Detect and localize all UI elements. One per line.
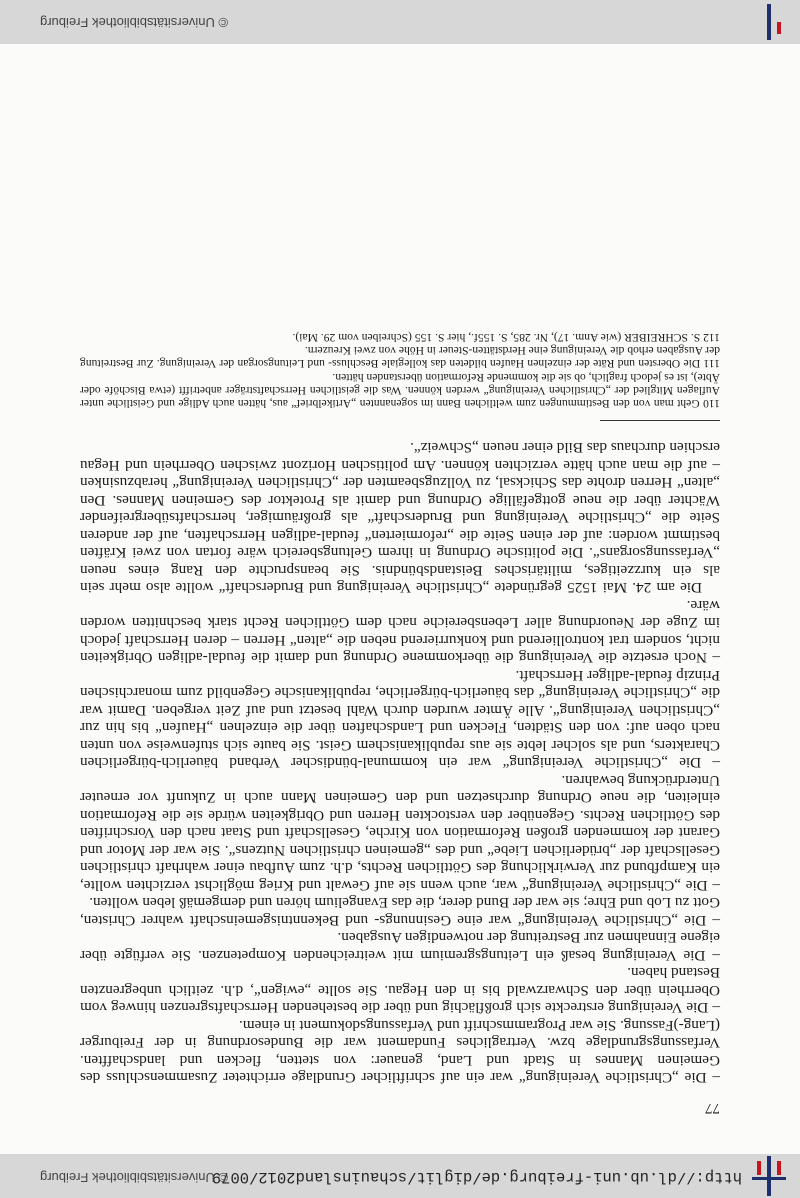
paragraph: – Die „Christliche Vereinigung“ war ein auf schriftlicher Grundlage errichteter Zusammenschluss des Gemeinen Mannes in Stadt und Land, genauer: von stetten, flecken und landschafften. Verfassungsgrundlage bzw. Vertragliches Fundament war die Bundesordnung in der Freiburger (Lang-)Fassung. Sie war Programmschrift und Verfassungsdokument in einem. [80,1017,720,1087]
footnote-divider [600,420,720,421]
source-url[interactable]: http://dl.ub.uni-freiburg.de/diglit/schauinsland2012/0079 [211,1168,742,1186]
paragraph: Die am 24. Mai 1525 gegründete „Christliche Vereinigung und Bruderschaft“ wollte also mehr sein als ein kurzzeitiges, militärisches Beistandsbündnis. Sie beanspruchte den Rang eines neuen „Verfassungsorgans“. Die politische Ordnung in ihrem Geltungsbereich wäre fortan von zwei Kräften bestimmt worden: auf der einen Seite die „reformierten“ feudal-adligen Herrschaften, auf der anderen Seite die „Christliche Vereinigung und Bruderschaft“ als großräumiger, herrschaftsübergreifender Wächter über die neue gottgefällige Ordnung und damit als Protektor des Gemeinen Mannes. Den „alten“ Herren drohte das Schicksal, zu Vollzugsbeamten der „Christlichen Vereinigung“ herabzusinken – auf die man auch hätte verzichten können. Am politischen Horizont zwischen Oberrhein und Hegau erschien durchaus das Bild einer neuen „Schweiz“. [80,439,720,597]
paragraph: – Noch ersetzte die Vereinigung die überkommene Ordnung und damit die feudal-adligen Obrigkeiten nicht, sondern trat kontrollierend und konkurrierend neben die „alten“ Herren – deren Herrschaft jedoch im Zuge der Neuordnung aller Lebensbereiche nach dem Göttlichen Recht stark beschnitten worden wäre. [80,597,720,667]
page-content [80,331,720,1116]
viewer-footer-bar [0,1154,800,1198]
paragraph: – Die Vereinigung erstreckte sich großflächig und über die bestehenden Herrschaftsgrenzen hinweg vom Oberrhein über den Schwarzwald bis in den Hegau. Sie sollte „ewigen“, d.h. zeitlich unbegrenzten Bestand haben. [80,964,720,1017]
page-number: 77 [705,1100,720,1116]
footnote: 111 Die Obersten und Räte der einzelnen Haufen bildeten das kollegiale Beschluss- und Leitungsorgan der Vereinigung. Zur Bestreitung der Ausgaben erhob die Vereinigung eine Herdstätten-Steuer in Höhe von zwei Kreuzern. [80,344,720,371]
footnote: 112 S. SCHREIBER (wie Anm. 17), Nr. 285, S. 155f., hier S. 155 (Schreiben vom 29. Mai). [292,330,720,344]
copyright-notice: © Universitätsbibliothek Freiburg [40,1170,229,1185]
paragraph: – Die „Christliche Vereinigung“ war ein kommunal-bündischer Verband bäuerlich-bürgerlichen Charakters, und als solcher lebte sie aus republikanischem Geist. Sie baute sich stufenweise von unten nach oben auf: von den Städten, Flecken und Landschaften über die einzelnen „Haufen“ bis hin zur „Christlichen Vereinigung“. Alle Ämter wurden durch Wahl besetzt und auf Zeit vergeben. Damit war die „Christliche Vereinigung“ das bäuerlich-bürgerliche, republikanische Gegenbild zum monarchischen Prinzip feudal-adliger Herrschaft. [80,667,720,772]
university-logo [752,1156,786,1196]
viewer-header-bar [0,0,800,44]
university-logo-small [752,4,786,40]
copyright-notice-top: © Universitätsbibliothek Freiburg [40,15,229,30]
paragraph: – Die Vereinigung besaß ein Leitungsgremium mit weitreichenden Kompetenzen. Sie verfügte über eigene Einnahmen zur Bestreitung der notwendigen Ausgaben. [80,929,720,964]
footnote: 110 Geht man von den Bestimmungen zum weltlichen Bann im sogenannten „Artikelbrief“ aus, hätten auch Adlige und Geistliche unter Auflagen Mitglied der „Christlichen Vereinigung“ werden können. Was die geistlichen Herrschaftsträger anbetrifft (etwa Bischöfe oder Äbte), ist es jedoch fraglich, ob sie die kommende Reformation überstanden hätten. [80,370,720,410]
paragraph: – Die „Christliche Vereinigung“ war, auch wenn sie auf Gewalt und Krieg möglichst verzichten wollte, ein Kampfbund zur Verwirklichung des Göttlichen Rechts, d.h. zum Aufbau einer wahrhaft christlichen Gesellschaft der „brüderlichen Liebe“ und des „gemeinen christlichen Nutzens“. Sie war der Motor und Garant der kommenden großen Reformation von Kirche, Gesellschaft und Staat nach den Vorschriften des Göttlichen Rechts. Gegenüber den verstockten Herren und Obrigkeiten würde sie die Reformation einleiten, die neue Ordnung durchsetzen und den Gemeinen Mann auch in Zukunft vor erneuter Unterdrückung bewahren. [80,772,720,894]
paragraph: – Die „Christliche Vereinigung“ war eine Gesinnungs- und Bekenntnisgemeinschaft wahrer Christen, Gott zu Lob und Ehre; sie war der Bund derer, die das Evangelium hören und demgemäß leben wollten. [80,894,720,929]
